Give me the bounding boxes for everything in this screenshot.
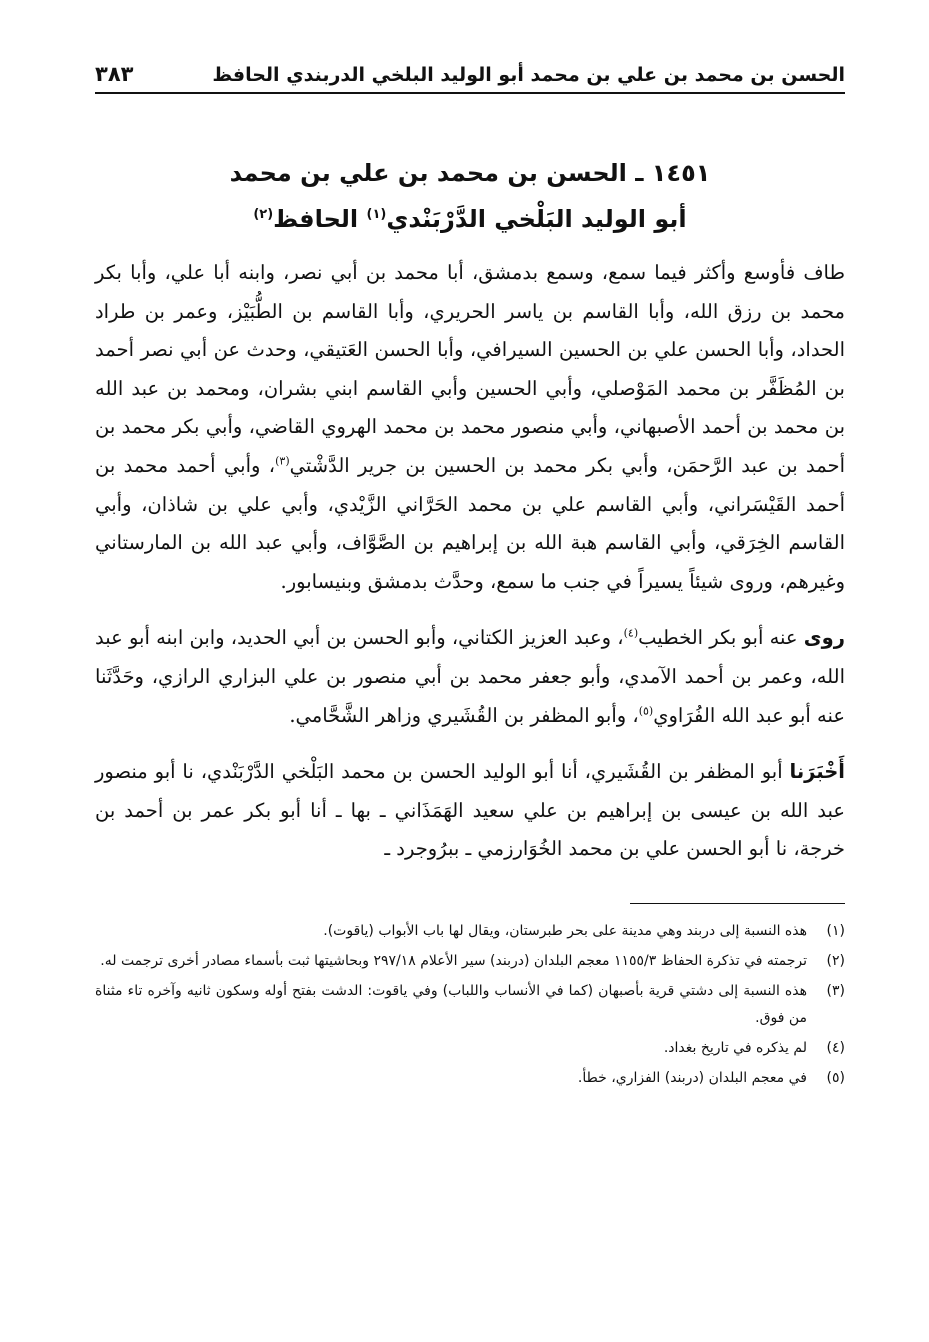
paragraph-isnad — [95, 753, 845, 869]
paragraph-teachers-continuation: ، وأبي أحمد محمد بن أحمد القَيْسَراني، وأبي القاسم علي بن محمد الحَرَّاني الزَّيْدي، وأبي علي بن شاذان، وأبي القاسم الخِرَقي، وأبي القاسم هبة الله بن إبراهيم بن الصَّوَّاف، وأبي عبد الله بن المارستاني وغيرهم، وروى شيئاً يسيراً في جنب ما سمع، وحدَّث بدمشق وبنيسابور. — [95, 453, 845, 593]
footnote-item — [95, 1065, 845, 1092]
footnote-text: ترجمته في تذكرة الحفاظ ١١٥٥/٣ معجم البلدان (دربند) سير الأعلام ٢٩٧/١٨ وبحاشيتها ثبت بأسماء مصادر أخرى ترجمت له. — [100, 952, 807, 969]
footnote-text: هذه النسبة إلى دربند وهي مدينة على بحر طبرستان، ويقال لها باب الأبواب (ياقوت). — [323, 922, 807, 939]
footnote-number: (٣) — [826, 982, 845, 999]
running-header — [95, 62, 845, 94]
document-page — [95, 62, 845, 1095]
footnote-item — [95, 978, 845, 1032]
paragraph-students-text-c: ، وأبو المظفر بن القُشَيري وزاهر الشَّحَّامي. — [289, 703, 639, 727]
footnote-text: لم يذكره في تاريخ بغداد. — [663, 1039, 807, 1056]
running-title: الحسن بن محمد بن علي بن محمد أبو الوليد البلخي الدربندي الحافظ — [212, 64, 845, 86]
footnote-ref-2[interactable]: (٢) — [253, 207, 274, 222]
footnote-number: (١) — [826, 922, 845, 939]
entry-title-line-2 — [95, 194, 845, 240]
paragraph-students-text-b: ، وعبد العزيز الكتاني، وأبو الحسن بن أبي الحديد، وابن ابنه أبو عبد الله، وعمر بن أحمد الآمدي، وأبو جعفر محمد بن أبي منصور بن علي البزاري الرازي، وحَدَّثَنا عنه أبو عبد الله الفُرَاوي — [95, 626, 845, 727]
entry-title-line-1: ١٤٥١ ـ الحسن بن محمد بن علي بن محمد — [229, 159, 711, 187]
footnote-number: (٥) — [826, 1069, 845, 1086]
footnotes-list — [95, 918, 845, 1092]
footnote-item — [95, 948, 845, 975]
entry-title — [95, 152, 845, 240]
footnote-ref-1[interactable]: (١) — [366, 207, 387, 222]
paragraph-teachers — [95, 254, 845, 601]
paragraph-students — [95, 619, 845, 735]
paragraph-teachers-text: طاف فأوسع وأكثر فيما سمع، وسمع بدمشق، أبا محمد بن أبي نصر، وابنه أبا علي، وأبا بكر محمد بن رزق الله، وأبا القاسم بن ياسر الحريري، وأبا القاسم بن الطُّبَيْز، وعمر بن طراد الحداد، وأبا الحسن علي بن الحسين السيرافي، وأبا الحسن العَتيقي، وحدث عن أبي نصر أحمد بن المُظَفَّر بن محمد المَوْصلي، وأبي الحسين وأبي القاسم ابني بشران، ومحمد بن عبد الله بن محمد بن أحمد الأصبهاني، وأبي منصور محمد بن محمد الهروي القاضي، وأبي بكر محمد بن أحمد بن عبد الرَّحمَن، وأبي بكر محمد بن الحسين بن جرير الدَّشْتي — [95, 261, 845, 477]
footnote-divider — [630, 903, 845, 904]
footnote-item — [95, 1035, 845, 1062]
paragraph-students-text-a: عنه أبو بكر الخطيب — [638, 626, 804, 650]
entry-title-epithet: الحافظ — [273, 205, 367, 233]
page-number: ٣٨٣ — [95, 62, 134, 86]
entry-title-name: أبو الوليد البَلْخي الدَّرْبَنْدي — [386, 205, 687, 233]
footnote-number: (٤) — [826, 1039, 845, 1056]
footnote-item — [95, 918, 845, 945]
footnote-text: في معجم البلدان (دربند) الفزاري، خطأ. — [577, 1069, 807, 1086]
paragraph-isnad-text: أبو المظفر بن القُشَيري، أنا أبو الوليد الحسن بن محمد البَلْخي الدَّرْبَنْدي، نا أبو منصور عبد الله بن عيسى بن إبراهيم بن علي سعيد الهَمَذَاني ـ بها ـ أنا أبو بكر عمر بن أحمد بن خرجة، نا أبو الحسن علي بن محمد الخُوَارزمي ـ ببرُوجرد ـ — [95, 760, 845, 861]
lead-word-rawa: روى — [803, 626, 845, 650]
footnote-ref-3[interactable]: (٣) — [275, 454, 290, 468]
footnote-ref-4[interactable]: (٤) — [623, 626, 639, 640]
footnote-text: هذه النسبة إلى دشتي قرية بأصبهان (كما في الأنساب واللباب) وفي ياقوت: الدشت بفتح أوله وسكون ثانيه وآخره تاء مثناة من فوق. — [95, 982, 807, 1026]
footnote-ref-5[interactable]: (٥) — [638, 704, 654, 718]
lead-word-akhbarana: أَخْبَرَنا — [789, 760, 845, 784]
footnote-number: (٢) — [826, 952, 845, 969]
